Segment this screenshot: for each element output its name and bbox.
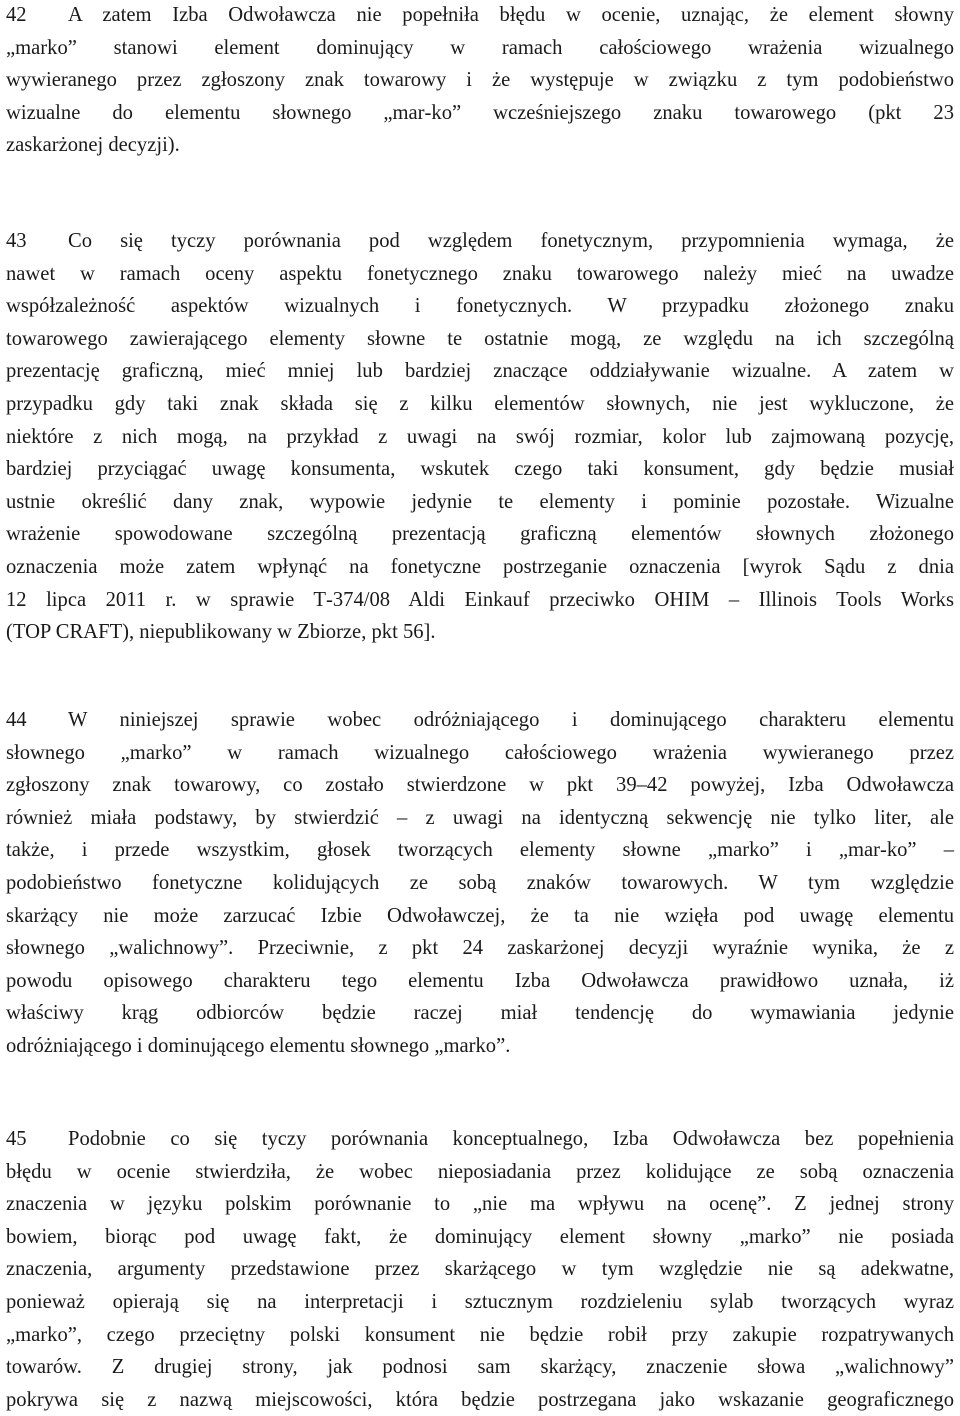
paragraph-line: współzależność aspektów wizualnych i fonetycznych. W przypadku złożonego znaku <box>6 295 954 318</box>
paragraph-line: zgłoszony znak towarowy, co zostało stwierdzone w pkt 39–42 powyżej, Izba Odwoławcza <box>6 774 954 797</box>
paragraph-number: 45 <box>6 1128 27 1150</box>
paragraph-line: prezentację graficzną, mieć mniej lub bardziej znaczące oddziaływanie wizualne. A zatem w <box>6 360 954 383</box>
paragraph-line: skarżący nie może zarzucać Izbie Odwoławczej, że ta nie wzięła pod uwagę elementu <box>6 904 954 927</box>
paragraph-line: także, i przede wszystkim, głosek tworzących elementy słowne „marko” i „mar‑ko” – <box>6 839 954 862</box>
paragraph-line: znaczenia w języku polskim porównanie to „nie ma wpływu na ocenę”. Z jednej strony <box>6 1193 954 1216</box>
paragraph-line: oznaczenia może zatem wpłynąć na fonetyczne postrzeganie oznaczenia [wyrok Sądu z dnia <box>6 555 954 578</box>
paragraph-44 <box>6 704 954 1063</box>
paragraph-line: 42 A zatem Izba Odwoławcza nie popełniła błędu w ocenie, uznając, że element słowny <box>6 0 954 32</box>
paragraph-line: ustnie określić dany znak, wypowie jedynie te elementy i pominie pozostałe. Wizualne <box>6 490 954 513</box>
paragraph-42 <box>6 0 954 162</box>
paragraph-number: 42 <box>6 4 27 26</box>
paragraph-line: pokrywa się z nazwą miejscowości, która będzie postrzegana jako wskazanie geograficznego <box>6 1388 954 1411</box>
paragraph-number: 44 <box>6 709 27 731</box>
paragraph-line: powodu opisowego charakteru tego elementu Izba Odwoławcza prawidłowo uznała, iż <box>6 969 954 992</box>
paragraph-line: 43 Co się tyczy porównania pod względem fonetycznym, przypomnienia wymaga, że <box>6 225 954 258</box>
paragraph-line: bowiem, biorąc pod uwagę fakt, że dominujący element słowny „marko” nie posiada <box>6 1225 954 1248</box>
paragraph-45 <box>6 1123 954 1416</box>
paragraph-line: 44 W niniejszej sprawie wobec odróżniającego i dominującego charakteru elementu <box>6 704 954 737</box>
paragraph-line: znaczenia, argumenty przedstawione przez skarżącego w tym względzie nie są adekwatne, <box>6 1258 954 1281</box>
paragraph-line: również miała podstawy, by stwierdzić – z uwagi na identyczną sekwencję nie tylko liter, ale <box>6 806 954 829</box>
paragraph-line: wrażenie spowodowane szczególną prezentacją graficzną elementów słownych złożonego <box>6 523 954 546</box>
paragraph-line: towarowego zawierającego elementy słowne te ostatnie mogą, ze względu na ich szczególną <box>6 327 954 350</box>
paragraph-line: wywieranego przez zgłoszony znak towarowy i że występuje w związku z tym podobieństwo <box>6 69 954 92</box>
paragraph-line: „marko”, czego przeciętny polski konsument nie będzie robił przy zakupie rozpatrywanych <box>6 1323 954 1346</box>
paragraph-43 <box>6 225 954 649</box>
paragraph-line: błędu w ocenie stwierdziła, że wobec nieposiadania przez kolidujące ze sobą oznaczenia <box>6 1160 954 1183</box>
paragraph-line: ponieważ opierają się na interpretacji i sztucznym rozdzieleniu sylab tworzących wyraz <box>6 1290 954 1313</box>
paragraph-line: słownego „marko” w ramach wizualnego całościowego wrażenia wywieranego przez <box>6 741 954 764</box>
paragraph-line: nawet w ramach oceny aspektu fonetycznego znaku towarowego należy mieć na uwadze <box>6 262 954 285</box>
paragraph-line: towarów. Z drugiej strony, jak podnosi sam skarżący, znaczenie słowa „walichnowy” <box>6 1356 954 1379</box>
paragraph-line: zaskarżonej decyzji). <box>6 134 180 157</box>
paragraph-number: 43 <box>6 230 27 252</box>
paragraph-line: (TOP CRAFT), niepublikowany w Zbiorze, pkt 56]. <box>6 621 436 644</box>
paragraph-line: słownego „walichnowy”. Przeciwnie, z pkt 24 zaskarżonej decyzji wyraźnie wynika, że z <box>6 937 954 960</box>
paragraph-line: 45 Podobnie co się tyczy porównania konceptualnego, Izba Odwoławcza bez popełnienia <box>6 1123 954 1156</box>
paragraph-line: niektóre z nich mogą, na przykład z uwagi na swój rozmiar, kolor lub zajmowaną pozycję, <box>6 425 954 448</box>
paragraph-line: podobieństwo fonetyczne kolidujących ze sobą znaków towarowych. W tym względzie <box>6 871 954 894</box>
paragraph-line: „marko” stanowi element dominujący w ramach całościowego wrażenia wizualnego <box>6 36 954 59</box>
paragraph-line: wizualne do elementu słownego „mar‑ko” wcześniejszego znaku towarowego (pkt 23 <box>6 101 954 124</box>
paragraph-line: 12 lipca 2011 r. w sprawie T‑374/08 Aldi Einkauf przeciwko OHIM – Illinois Tools Works <box>6 588 954 611</box>
paragraph-line: przypadku gdy taki znak składa się z kilku elementów słownych, nie jest wykluczone, że <box>6 392 954 415</box>
paragraph-line: bardziej przyciągać uwagę konsumenta, wskutek czego taki konsument, gdy będzie musiał <box>6 458 954 481</box>
paragraph-line: właściwy krąg odbiorców będzie raczej miał tendencję do wymawiania jedynie <box>6 1002 954 1025</box>
paragraph-line: odróżniającego i dominującego elementu słownego „marko”. <box>6 1034 511 1057</box>
